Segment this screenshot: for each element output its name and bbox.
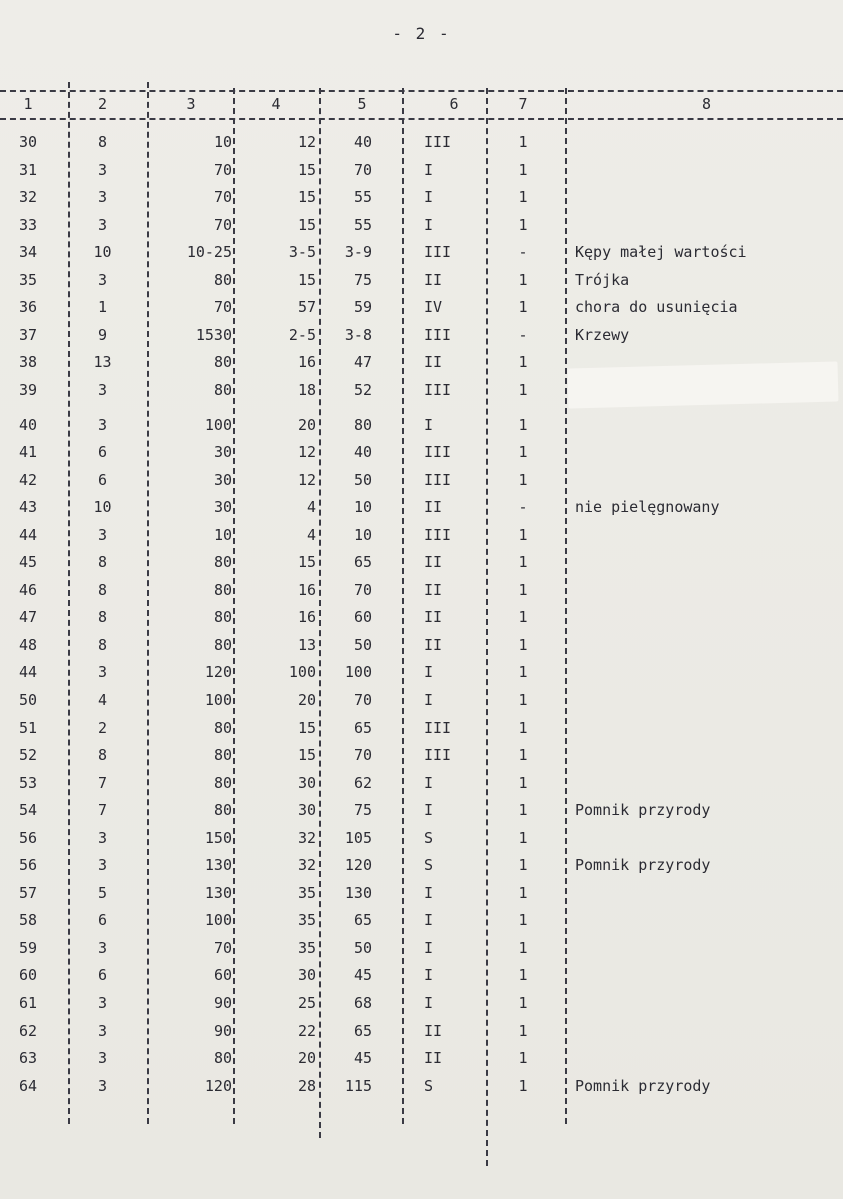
table-cell-col-1: 62 bbox=[18, 1022, 38, 1040]
table-cell-col-7: 1 bbox=[518, 188, 528, 206]
table-cell-col-7: 1 bbox=[518, 471, 528, 489]
table-cell-col-6: II bbox=[424, 581, 443, 599]
table-cell-col-3: 130 bbox=[204, 856, 232, 874]
table-cell-col-2: 3 bbox=[97, 1049, 108, 1067]
table-cell-col-8: Trójka bbox=[575, 271, 630, 289]
table-cell-col-5: 75 bbox=[353, 801, 372, 819]
table-cell-col-7: 1 bbox=[518, 884, 528, 902]
table-cell-col-6: II bbox=[424, 1049, 443, 1067]
table-cell-col-5: 55 bbox=[353, 216, 372, 234]
table-cell-col-5: 70 bbox=[353, 581, 372, 599]
table-cell-col-5: 59 bbox=[353, 298, 372, 316]
table-cell-col-2: 8 bbox=[97, 553, 108, 571]
table-cell-col-4: 35 bbox=[297, 884, 316, 902]
table-cell-col-7: 1 bbox=[518, 553, 528, 571]
table-cell-col-8: Pomnik przyrody bbox=[575, 1077, 711, 1095]
table-cell-col-7: 1 bbox=[518, 774, 528, 792]
table-cell-col-3: 30 bbox=[213, 471, 232, 489]
table-cell-col-3: 10-25 bbox=[186, 243, 232, 261]
table-cell-col-5: 100 bbox=[344, 663, 372, 681]
table-cell-col-6: II bbox=[424, 608, 443, 626]
table-cell-col-2: 3 bbox=[97, 856, 108, 874]
table-cell-col-2: 3 bbox=[97, 216, 108, 234]
table-cell-col-2: 3 bbox=[97, 188, 108, 206]
table-cell-col-5: 70 bbox=[353, 746, 372, 764]
table-cell-col-6: I bbox=[424, 161, 434, 179]
table-cell-col-5: 115 bbox=[344, 1077, 372, 1095]
table-cell-col-5: 62 bbox=[353, 774, 372, 792]
table-cell-col-6: I bbox=[424, 774, 434, 792]
table-cell-col-5: 50 bbox=[353, 636, 372, 654]
table-cell-col-1: 46 bbox=[18, 581, 38, 599]
table-cell-col-5: 65 bbox=[353, 719, 372, 737]
table-cell-col-7: 1 bbox=[518, 1049, 528, 1067]
table-cell-col-1: 63 bbox=[18, 1049, 38, 1067]
table-cell-col-7: 1 bbox=[518, 443, 528, 461]
table-cell-col-2: 3 bbox=[97, 271, 108, 289]
table-cell-col-5: 3-9 bbox=[344, 243, 372, 261]
table-cell-col-3: 150 bbox=[204, 829, 232, 847]
table-cell-col-7: 1 bbox=[518, 691, 528, 709]
table-cell-col-1: 51 bbox=[18, 719, 38, 737]
table-cell-col-4: 32 bbox=[297, 856, 316, 874]
table-cell-col-6: I bbox=[424, 691, 434, 709]
table-cell-col-2: 3 bbox=[97, 663, 108, 681]
table-cell-col-5: 65 bbox=[353, 1022, 372, 1040]
table-cell-col-6: III bbox=[424, 326, 452, 344]
table-cell-col-6: II bbox=[424, 353, 443, 371]
table-cell-col-1: 33 bbox=[18, 216, 38, 234]
table-cell-col-6: III bbox=[424, 719, 452, 737]
table-cell-col-3: 60 bbox=[213, 966, 232, 984]
table-cell-col-4: 15 bbox=[297, 719, 316, 737]
table-cell-col-3: 10 bbox=[213, 526, 232, 544]
table-cell-col-5: 40 bbox=[353, 133, 372, 151]
table-cell-col-1: 64 bbox=[18, 1077, 38, 1095]
table-cell-col-3: 70 bbox=[213, 939, 232, 957]
table-cell-col-2: 9 bbox=[97, 326, 108, 344]
table-cell-col-6: I bbox=[424, 216, 434, 234]
table-cell-col-6: III bbox=[424, 471, 452, 489]
table-cell-col-1: 38 bbox=[18, 353, 38, 371]
table-cell-col-5: 105 bbox=[344, 829, 372, 847]
table-cell-col-7: 1 bbox=[518, 663, 528, 681]
table-cell-col-5: 55 bbox=[353, 188, 372, 206]
table-cell-col-6: II bbox=[424, 553, 443, 571]
table-cell-col-7: 1 bbox=[518, 719, 528, 737]
table-cell-col-6: II bbox=[424, 636, 443, 654]
table-cell-col-3: 70 bbox=[213, 216, 232, 234]
table-cell-col-2: 6 bbox=[97, 966, 108, 984]
table-header-row bbox=[0, 92, 843, 116]
table-cell-col-4: 20 bbox=[297, 1049, 316, 1067]
table-cell-col-3: 30 bbox=[213, 498, 232, 516]
table-cell-col-4: 30 bbox=[297, 774, 316, 792]
table-cell-col-6: II bbox=[424, 271, 443, 289]
table-cell-col-1: 39 bbox=[18, 381, 38, 399]
table-cell-col-7: - bbox=[518, 498, 528, 516]
table-cell-col-4: 12 bbox=[297, 443, 316, 461]
table-cell-col-6: II bbox=[424, 1022, 443, 1040]
table-cell-col-1: 54 bbox=[18, 801, 38, 819]
column-header: 3 bbox=[186, 95, 196, 113]
table-cell-col-4: 4 bbox=[306, 498, 316, 516]
table-cell-col-7: - bbox=[518, 326, 528, 344]
table-cell-col-4: 15 bbox=[297, 746, 316, 764]
table-cell-col-5: 45 bbox=[353, 966, 372, 984]
table-cell-col-5: 40 bbox=[353, 443, 372, 461]
table-cell-col-7: 1 bbox=[518, 856, 528, 874]
table-cell-col-1: 61 bbox=[18, 994, 38, 1012]
table-cell-col-8: Kępy małej wartości bbox=[575, 243, 747, 261]
table-header-rule bbox=[0, 118, 843, 120]
table-cell-col-2: 1 bbox=[97, 298, 108, 316]
table-cell-col-4: 30 bbox=[297, 966, 316, 984]
table-cell-col-3: 80 bbox=[213, 271, 232, 289]
table-cell-col-2: 6 bbox=[97, 471, 108, 489]
table-cell-col-6: I bbox=[424, 663, 434, 681]
table-cell-col-3: 80 bbox=[213, 553, 232, 571]
table-cell-col-5: 10 bbox=[353, 526, 372, 544]
table-cell-col-6: III bbox=[424, 443, 452, 461]
table-cell-col-2: 3 bbox=[97, 381, 108, 399]
table-cell-col-4: 57 bbox=[297, 298, 316, 316]
table-cell-col-5: 10 bbox=[353, 498, 372, 516]
table-cell-col-3: 70 bbox=[213, 161, 232, 179]
table-cell-col-3: 80 bbox=[213, 774, 232, 792]
table-cell-col-6: I bbox=[424, 884, 434, 902]
table-cell-col-3: 120 bbox=[204, 663, 232, 681]
table-cell-col-7: 1 bbox=[518, 1077, 528, 1095]
table-cell-col-4: 12 bbox=[297, 471, 316, 489]
table-cell-col-4: 12 bbox=[297, 133, 316, 151]
table-cell-col-3: 30 bbox=[213, 443, 232, 461]
table-cell-col-7: 1 bbox=[518, 161, 528, 179]
table-cell-col-6: I bbox=[424, 939, 434, 957]
table-cell-col-7: 1 bbox=[518, 581, 528, 599]
table-cell-col-3: 100 bbox=[204, 691, 232, 709]
table-cell-col-6: IV bbox=[424, 298, 443, 316]
table-cell-col-8: Krzewy bbox=[575, 326, 630, 344]
table-cell-col-1: 41 bbox=[18, 443, 38, 461]
table-cell-col-7: 1 bbox=[518, 381, 528, 399]
table-cell-col-3: 80 bbox=[213, 353, 232, 371]
table-cell-col-3: 130 bbox=[204, 884, 232, 902]
table-cell-col-1: 36 bbox=[18, 298, 38, 316]
table-cell-col-3: 70 bbox=[213, 298, 232, 316]
table-cell-col-6: I bbox=[424, 966, 434, 984]
table-cell-col-7: 1 bbox=[518, 746, 528, 764]
table-cell-col-4: 15 bbox=[297, 188, 316, 206]
table-cell-col-4: 20 bbox=[297, 691, 316, 709]
table-cell-col-3: 90 bbox=[213, 994, 232, 1012]
table-cell-col-1: 44 bbox=[18, 526, 38, 544]
table-cell-col-4: 32 bbox=[297, 829, 316, 847]
table-cell-col-2: 10 bbox=[93, 243, 112, 261]
column-header: 5 bbox=[357, 95, 367, 113]
table-cell-col-4: 25 bbox=[297, 994, 316, 1012]
table-cell-col-5: 3-8 bbox=[344, 326, 372, 344]
table-cell-col-4: 35 bbox=[297, 939, 316, 957]
table-cell-col-4: 35 bbox=[297, 911, 316, 929]
table-cell-col-6: III bbox=[424, 381, 452, 399]
table-cell-col-4: 13 bbox=[297, 636, 316, 654]
table-cell-col-6: S bbox=[424, 856, 434, 874]
table-cell-col-5: 75 bbox=[353, 271, 372, 289]
table-cell-col-5: 120 bbox=[344, 856, 372, 874]
table-cell-col-7: 1 bbox=[518, 911, 528, 929]
table-cell-col-2: 3 bbox=[97, 1022, 108, 1040]
table-cell-col-7: 1 bbox=[518, 1022, 528, 1040]
table-cell-col-2: 7 bbox=[97, 774, 108, 792]
table-cell-col-4: 16 bbox=[297, 581, 316, 599]
table-cell-col-6: S bbox=[424, 829, 434, 847]
table-cell-col-4: 15 bbox=[297, 161, 316, 179]
table-cell-col-1: 42 bbox=[18, 471, 38, 489]
table-cell-col-3: 80 bbox=[213, 746, 232, 764]
table-cell-col-4: 30 bbox=[297, 801, 316, 819]
table-cell-col-8: Pomnik przyrody bbox=[575, 856, 711, 874]
table-cell-col-6: II bbox=[424, 498, 443, 516]
table-cell-col-4: 28 bbox=[297, 1077, 316, 1095]
table-cell-col-7: 1 bbox=[518, 353, 528, 371]
table-cell-col-1: 44 bbox=[18, 663, 38, 681]
column-divider bbox=[233, 88, 235, 1124]
table-cell-col-1: 56 bbox=[18, 829, 38, 847]
column-divider bbox=[565, 88, 567, 1124]
table-cell-col-1: 32 bbox=[18, 188, 38, 206]
column-header: 1 bbox=[23, 95, 33, 113]
table-cell-col-6: I bbox=[424, 911, 434, 929]
column-divider bbox=[319, 88, 321, 1138]
table-cell-col-2: 3 bbox=[97, 939, 108, 957]
table-cell-col-3: 90 bbox=[213, 1022, 232, 1040]
table-cell-col-5: 130 bbox=[344, 884, 372, 902]
table-cell-col-5: 52 bbox=[353, 381, 372, 399]
table-cell-col-3: 100 bbox=[204, 911, 232, 929]
table-cell-col-1: 58 bbox=[18, 911, 38, 929]
table-cell-col-3: 80 bbox=[213, 381, 232, 399]
table-cell-col-4: 16 bbox=[297, 608, 316, 626]
table-cell-col-6: I bbox=[424, 188, 434, 206]
table-cell-col-2: 6 bbox=[97, 443, 108, 461]
table-cell-col-4: 100 bbox=[288, 663, 316, 681]
table-cell-col-1: 30 bbox=[18, 133, 38, 151]
table-cell-col-2: 5 bbox=[97, 884, 108, 902]
table-cell-col-7: 1 bbox=[518, 271, 528, 289]
table-cell-col-2: 3 bbox=[97, 416, 108, 434]
table-cell-col-3: 10 bbox=[213, 133, 232, 151]
table-cell-col-5: 65 bbox=[353, 911, 372, 929]
table-cell-col-2: 7 bbox=[97, 801, 108, 819]
table-cell-col-6: III bbox=[424, 746, 452, 764]
table-cell-col-2: 2 bbox=[97, 719, 108, 737]
table-cell-col-4: 22 bbox=[297, 1022, 316, 1040]
table-cell-col-7: 1 bbox=[518, 829, 528, 847]
column-header: 2 bbox=[97, 95, 108, 113]
table-cell-col-5: 45 bbox=[353, 1049, 372, 1067]
table-cell-col-7: 1 bbox=[518, 298, 528, 316]
table-cell-col-5: 50 bbox=[353, 471, 372, 489]
table-cell-col-1: 31 bbox=[18, 161, 38, 179]
table-cell-col-3: 1530 bbox=[195, 326, 232, 344]
table-cell-col-1: 35 bbox=[18, 271, 38, 289]
table-cell-col-2: 6 bbox=[97, 911, 108, 929]
table-cell-col-2: 10 bbox=[93, 498, 112, 516]
column-header: 7 bbox=[518, 95, 528, 113]
table-cell-col-7: 1 bbox=[518, 966, 528, 984]
table-cell-col-4: 15 bbox=[297, 216, 316, 234]
table-cell-col-8: chora do usunięcia bbox=[575, 298, 738, 316]
table-cell-col-2: 8 bbox=[97, 581, 108, 599]
table-cell-col-1: 56 bbox=[18, 856, 38, 874]
table-cell-col-1: 59 bbox=[18, 939, 38, 957]
table-cell-col-5: 50 bbox=[353, 939, 372, 957]
column-header: 8 bbox=[701, 95, 712, 113]
table-cell-col-4: 3-5 bbox=[288, 243, 316, 261]
table-cell-col-1: 34 bbox=[18, 243, 38, 261]
table-cell-col-4: 15 bbox=[297, 271, 316, 289]
table-cell-col-6: III bbox=[424, 526, 452, 544]
table-cell-col-7: 1 bbox=[518, 939, 528, 957]
table-cell-col-3: 80 bbox=[213, 636, 232, 654]
table-cell-col-2: 8 bbox=[97, 636, 108, 654]
table-cell-col-6: I bbox=[424, 801, 434, 819]
table-cell-col-7: 1 bbox=[518, 801, 528, 819]
table-cell-col-5: 70 bbox=[353, 691, 372, 709]
table-cell-col-4: 20 bbox=[297, 416, 316, 434]
paper-scuff bbox=[568, 361, 839, 408]
table-cell-col-5: 65 bbox=[353, 553, 372, 571]
table-cell-col-6: I bbox=[424, 994, 434, 1012]
table-cell-col-1: 48 bbox=[18, 636, 38, 654]
table-cell-col-4: 18 bbox=[297, 381, 316, 399]
table-cell-col-7: 1 bbox=[518, 133, 528, 151]
table-cell-col-2: 4 bbox=[97, 691, 108, 709]
table-cell-col-8: nie pielęgnowany bbox=[575, 498, 720, 516]
table-cell-col-3: 80 bbox=[213, 719, 232, 737]
table-cell-col-7: 1 bbox=[518, 994, 528, 1012]
table-cell-col-7: 1 bbox=[518, 416, 528, 434]
table-cell-col-2: 3 bbox=[97, 994, 108, 1012]
table-cell-col-4: 4 bbox=[306, 526, 316, 544]
table-cell-col-6: S bbox=[424, 1077, 434, 1095]
table-cell-col-6: III bbox=[424, 133, 452, 151]
table-cell-col-2: 8 bbox=[97, 133, 108, 151]
table-cell-col-1: 37 bbox=[18, 326, 38, 344]
table-cell-col-2: 3 bbox=[97, 161, 108, 179]
table-cell-col-4: 2-5 bbox=[288, 326, 316, 344]
table-cell-col-7: 1 bbox=[518, 216, 528, 234]
table-cell-col-3: 70 bbox=[213, 188, 232, 206]
table-cell-col-1: 60 bbox=[18, 966, 38, 984]
table-cell-col-1: 45 bbox=[18, 553, 38, 571]
table-cell-col-7: 1 bbox=[518, 526, 528, 544]
table-cell-col-1: 53 bbox=[18, 774, 38, 792]
table-cell-col-5: 47 bbox=[353, 353, 372, 371]
table-cell-col-1: 47 bbox=[18, 608, 38, 626]
table-cell-col-2: 3 bbox=[97, 1077, 108, 1095]
table-cell-col-6: III bbox=[424, 243, 452, 261]
table-cell-col-7: 1 bbox=[518, 636, 528, 654]
column-header: 6 bbox=[449, 95, 459, 113]
table-cell-col-5: 60 bbox=[353, 608, 372, 626]
table-cell-col-6: I bbox=[424, 416, 434, 434]
table-cell-col-3: 80 bbox=[213, 801, 232, 819]
table-cell-col-2: 3 bbox=[97, 526, 108, 544]
table-cell-col-7: 1 bbox=[518, 608, 528, 626]
page-number: - 2 - bbox=[392, 24, 451, 43]
table-cell-col-2: 13 bbox=[93, 353, 112, 371]
table-cell-col-5: 80 bbox=[353, 416, 372, 434]
table-cell-col-8: Pomnik przyrody bbox=[575, 801, 711, 819]
table-cell-col-1: 52 bbox=[18, 746, 38, 764]
table-cell-col-2: 8 bbox=[97, 608, 108, 626]
table-cell-col-3: 80 bbox=[213, 581, 232, 599]
table-cell-col-1: 50 bbox=[18, 691, 38, 709]
table-cell-col-3: 120 bbox=[204, 1077, 232, 1095]
table-cell-col-4: 16 bbox=[297, 353, 316, 371]
table-cell-col-5: 70 bbox=[353, 161, 372, 179]
table-cell-col-2: 8 bbox=[97, 746, 108, 764]
table-cell-col-3: 80 bbox=[213, 608, 232, 626]
column-divider bbox=[147, 82, 149, 1124]
column-header: 4 bbox=[271, 95, 281, 113]
column-divider bbox=[68, 82, 70, 1124]
table-cell-col-2: 3 bbox=[97, 829, 108, 847]
table-cell-col-4: 15 bbox=[297, 553, 316, 571]
table-cell-col-3: 100 bbox=[204, 416, 232, 434]
table-cell-col-7: - bbox=[518, 243, 528, 261]
table-cell-col-1: 40 bbox=[18, 416, 38, 434]
table-cell-col-1: 43 bbox=[18, 498, 38, 516]
table-cell-col-3: 80 bbox=[213, 1049, 232, 1067]
table-cell-col-1: 57 bbox=[18, 884, 38, 902]
table-cell-col-5: 68 bbox=[353, 994, 372, 1012]
